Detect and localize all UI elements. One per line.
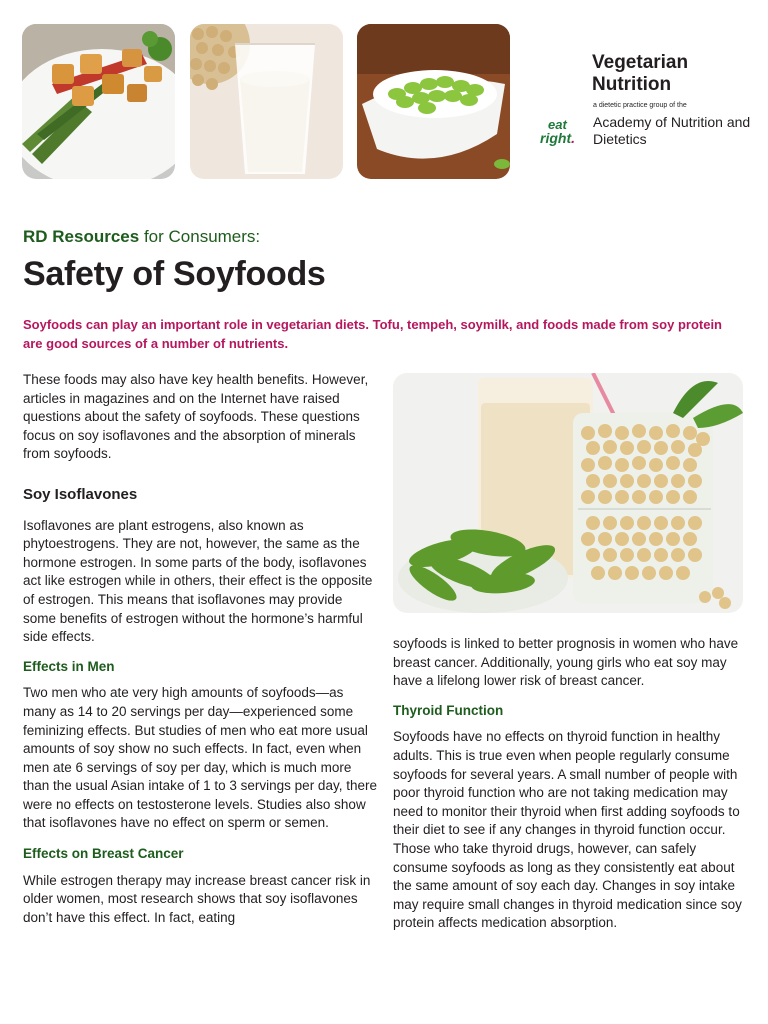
logo-eat: eat (548, 117, 567, 132)
series-bold: RD Resources (23, 227, 140, 246)
logo-title: Vegetarian Nutrition (592, 52, 689, 95)
men-paragraph: Two men who ate very high amounts of soyfoods—as many as 14 to 20 servings per day—experienced some feminizing effects. But studies of men who eat more usual amounts of soy show no such effects. In fact, even when men ate 6 servings of soy per day, which is much more than the usual Asian intake of 1 to 3 servings per day, there were no effects on testosterone levels. Studies also show that isoflavones have no effect on sperm or semen. (23, 685, 377, 831)
breast-cancer-heading: Effects on Breast Cancer (23, 846, 184, 862)
thyroid-paragraph: Soyfoods have no effects on thyroid function in healthy adults. This is true even when people regularly consume soyfoods for several years. A small number of people with poor thyroid function who are not taking medication may need to monitor their thyroid when first adding soyfoods to their diet to see if any changes in thyroid function occur. Those who take thyroid drugs, however, can safely consume soyfoods as long as they consistently eat about the same amount of soy each day. Changes in soy intake may require small changes in thyroid medication since soy protein affects medication absorption. (393, 729, 742, 931)
intro-paragraph: These foods may also have key health benefits. However, articles in magazines and on the Internet have raised questions about the safety of soyfoods. These questions focus on soy isoflavones and the absorption of minerals from soyfoods. (23, 372, 369, 462)
vegetarian-nutrition-logo (540, 52, 760, 162)
logo-right-dot: . (571, 130, 575, 146)
isoflavones-heading: Soy Isoflavones (23, 485, 138, 503)
breast-cancer-continued: soyfoods is linked to better prognosis in women who have breast cancer. Additionally, young girls who eat soy may have a lifelong lower risk of breast cancer. (393, 636, 739, 689)
men-heading: Effects in Men (23, 658, 115, 674)
lead-paragraph: Soyfoods can play an important role in vegetarian diets. Tofu, tempeh, soymilk, and foods made from soy protein are good sources of a number of nutrients. (23, 317, 722, 351)
series-rest: for Consumers: (139, 227, 261, 246)
page-title: Safety of Soyfoods (23, 255, 326, 293)
logo-subtitle: a dietetic practice group of the (593, 102, 687, 109)
edamame-bowl-photo (357, 24, 510, 179)
logo-academy: Academy of Nutrition and Dietetics (593, 114, 751, 147)
breast-cancer-paragraph: While estrogen therapy may increase breast cancer risk in older women, most research shows that soy isoflavones don’t have this effect. In fact, eating (23, 872, 371, 925)
thyroid-heading: Thyroid Function (393, 702, 504, 718)
logo-right (540, 131, 575, 145)
soymilk-photo (190, 24, 343, 179)
logo-right-word: right (540, 130, 572, 146)
series-label (23, 227, 260, 247)
right-column (393, 635, 743, 933)
soy-products-photo (393, 373, 743, 613)
left-column (23, 371, 378, 927)
isoflavones-paragraph: Isoflavones are plant estrogens, also known as phytoestrogens. They are not, however, the same as the hormone estrogen. In some parts of the body, isoflavones act like estrogen while in others, their effect is the opposite of estrogen. This means that isoflavones may provide some benefits of estrogen without the hormone’s harmful side effects. (23, 517, 373, 645)
tofu-dish-photo (22, 24, 175, 179)
